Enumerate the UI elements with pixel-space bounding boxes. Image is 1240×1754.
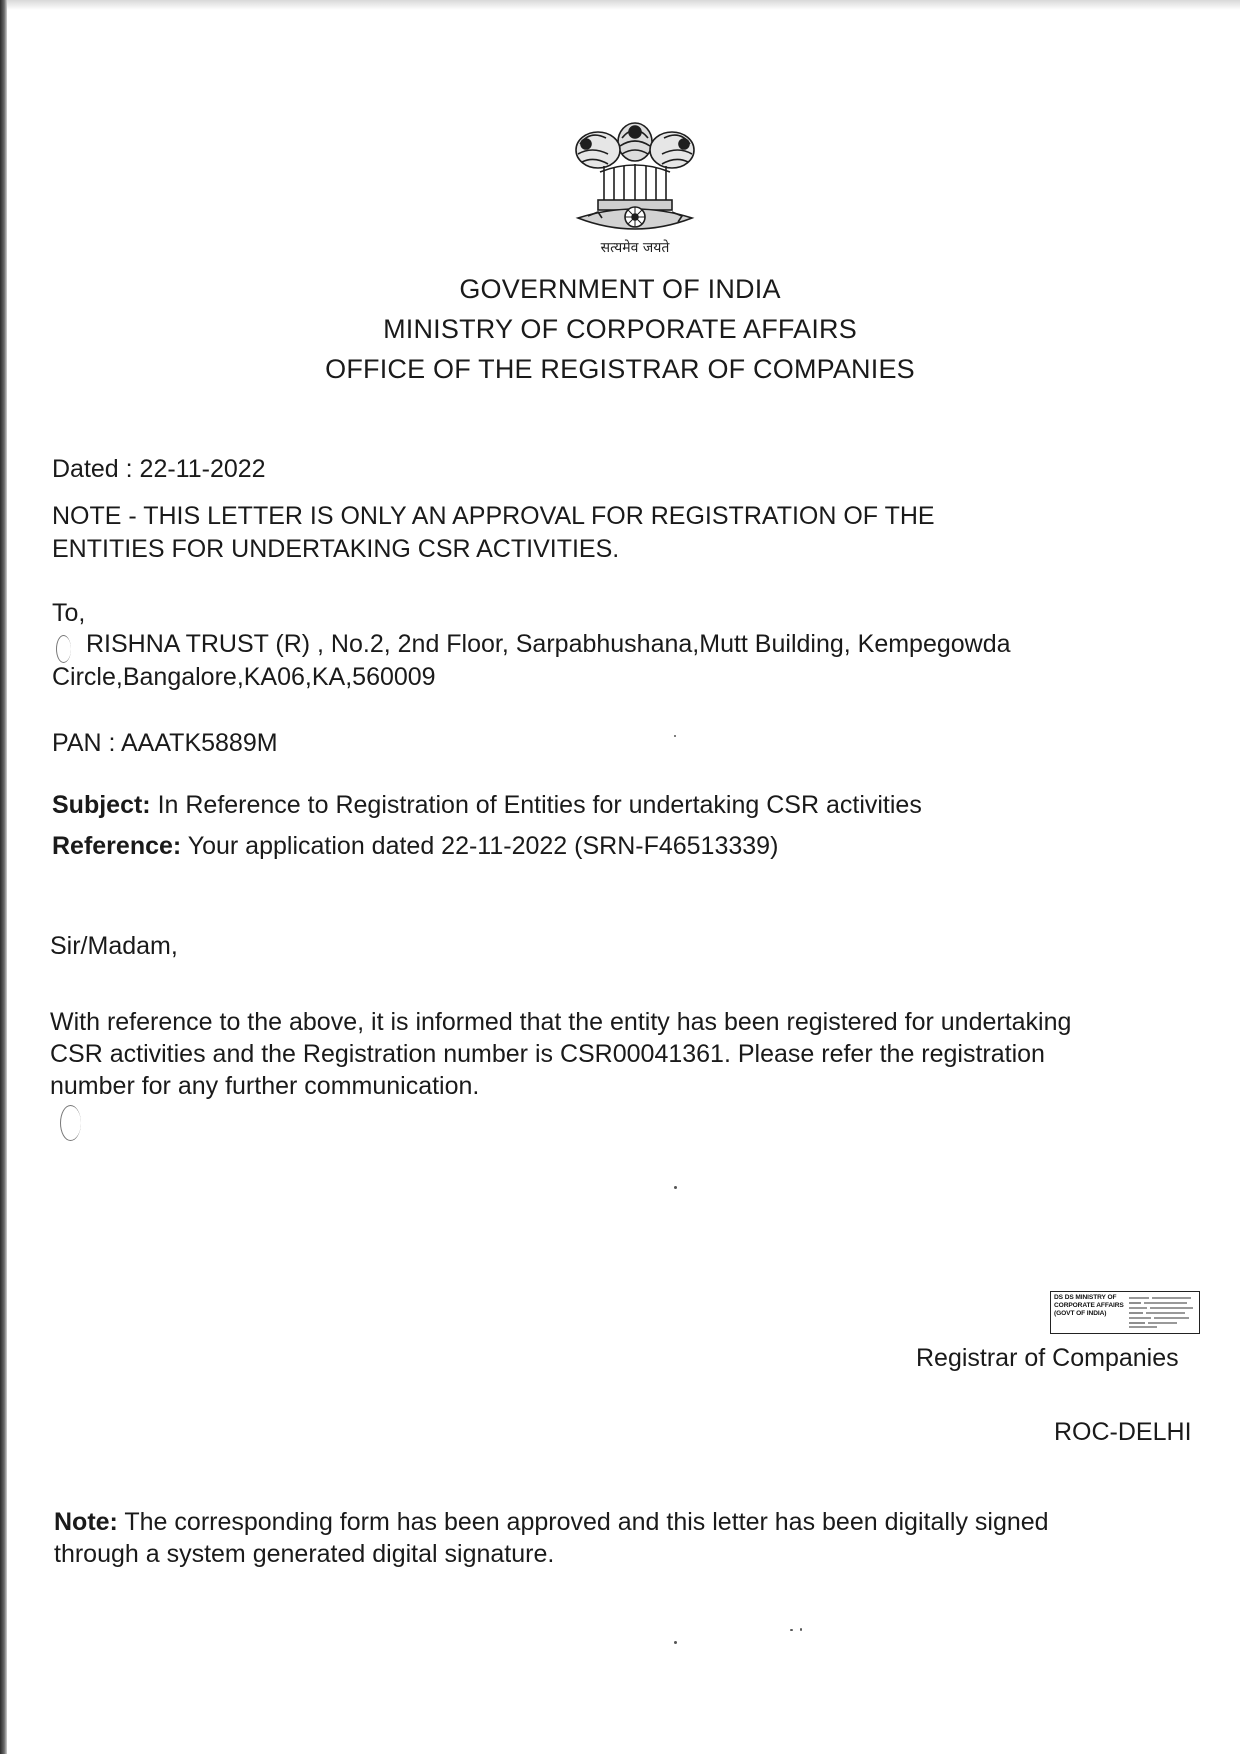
header-ministry: MINISTRY OF CORPORATE AFFAIRS: [383, 314, 857, 344]
letter-date: Dated : 22-11-2022: [52, 455, 266, 483]
header-government: GOVERNMENT OF INDIA: [459, 274, 781, 304]
reference-label: Reference:: [52, 832, 182, 860]
address-line1: RISHNA TRUST (R) , No.2, 2nd Floor, Sarpabhushana,Mutt Building, Kempegowda: [86, 630, 1011, 658]
scan-speck: [790, 1629, 793, 1631]
address-line2: Circle,Bangalore,KA06,KA,560009: [52, 663, 436, 691]
national-emblem: [560, 110, 710, 260]
body-line2: CSR activities and the Registration number is CSR00041361. Please refer the registration: [50, 1040, 1045, 1068]
pan-number: PAN : AAATK5889M: [52, 729, 278, 757]
scan-speck: [674, 1186, 677, 1189]
footer-note-label: Note:: [54, 1508, 118, 1536]
scan-edge: [0, 0, 7, 1754]
subject-label: Subject:: [52, 791, 151, 819]
salutation: Sir/Madam,: [50, 932, 178, 960]
signature-stamp-text: DS DS MINISTRY OF CORPORATE AFFAIRS (GOVT OF INDIA): [1054, 1294, 1124, 1318]
header-office: OFFICE OF THE REGISTRAR OF COMPANIES: [325, 354, 915, 384]
footer-note-line2: through a system generated digital signature.: [54, 1540, 555, 1568]
footer-note-text: The corresponding form has been approved and this letter has been digitally signed: [117, 1508, 1049, 1536]
subject-text: In Reference to Registration of Entities for undertaking CSR activities: [150, 791, 922, 819]
signatory-office: ROC-DELHI: [1054, 1418, 1192, 1446]
approval-note-line2: ENTITIES FOR UNDERTAKING CSR ACTIVITIES.: [52, 535, 620, 563]
scan-speck: [674, 735, 676, 737]
scan-speck: [674, 1641, 677, 1644]
emblem-motto: सत्यमेव जयते: [600, 240, 670, 256]
scan-speck: [800, 1628, 802, 1631]
body-line1: With reference to the above, it is informed that the entity has been registered for undertaking: [50, 1008, 1072, 1036]
subject-line: [52, 789, 922, 822]
reference-text: Your application dated 22-11-2022 (SRN-F46513339): [181, 832, 779, 860]
approval-note-line1: NOTE - THIS LETTER IS ONLY AN APPROVAL FOR REGISTRATION OF THE: [52, 502, 935, 530]
body-line3: number for any further communication.: [50, 1072, 480, 1100]
scan-edge: [0, 0, 1240, 10]
reference-line: [52, 830, 778, 863]
footer-note-line1: [54, 1506, 1049, 1539]
to-label: To,: [52, 599, 86, 627]
digital-signature-stamp: [1050, 1291, 1200, 1334]
signatory-designation: Registrar of Companies: [916, 1344, 1179, 1372]
scan-mark: [60, 1105, 81, 1141]
signature-details-icon: [1127, 1295, 1195, 1329]
scan-mark: [56, 635, 71, 663]
